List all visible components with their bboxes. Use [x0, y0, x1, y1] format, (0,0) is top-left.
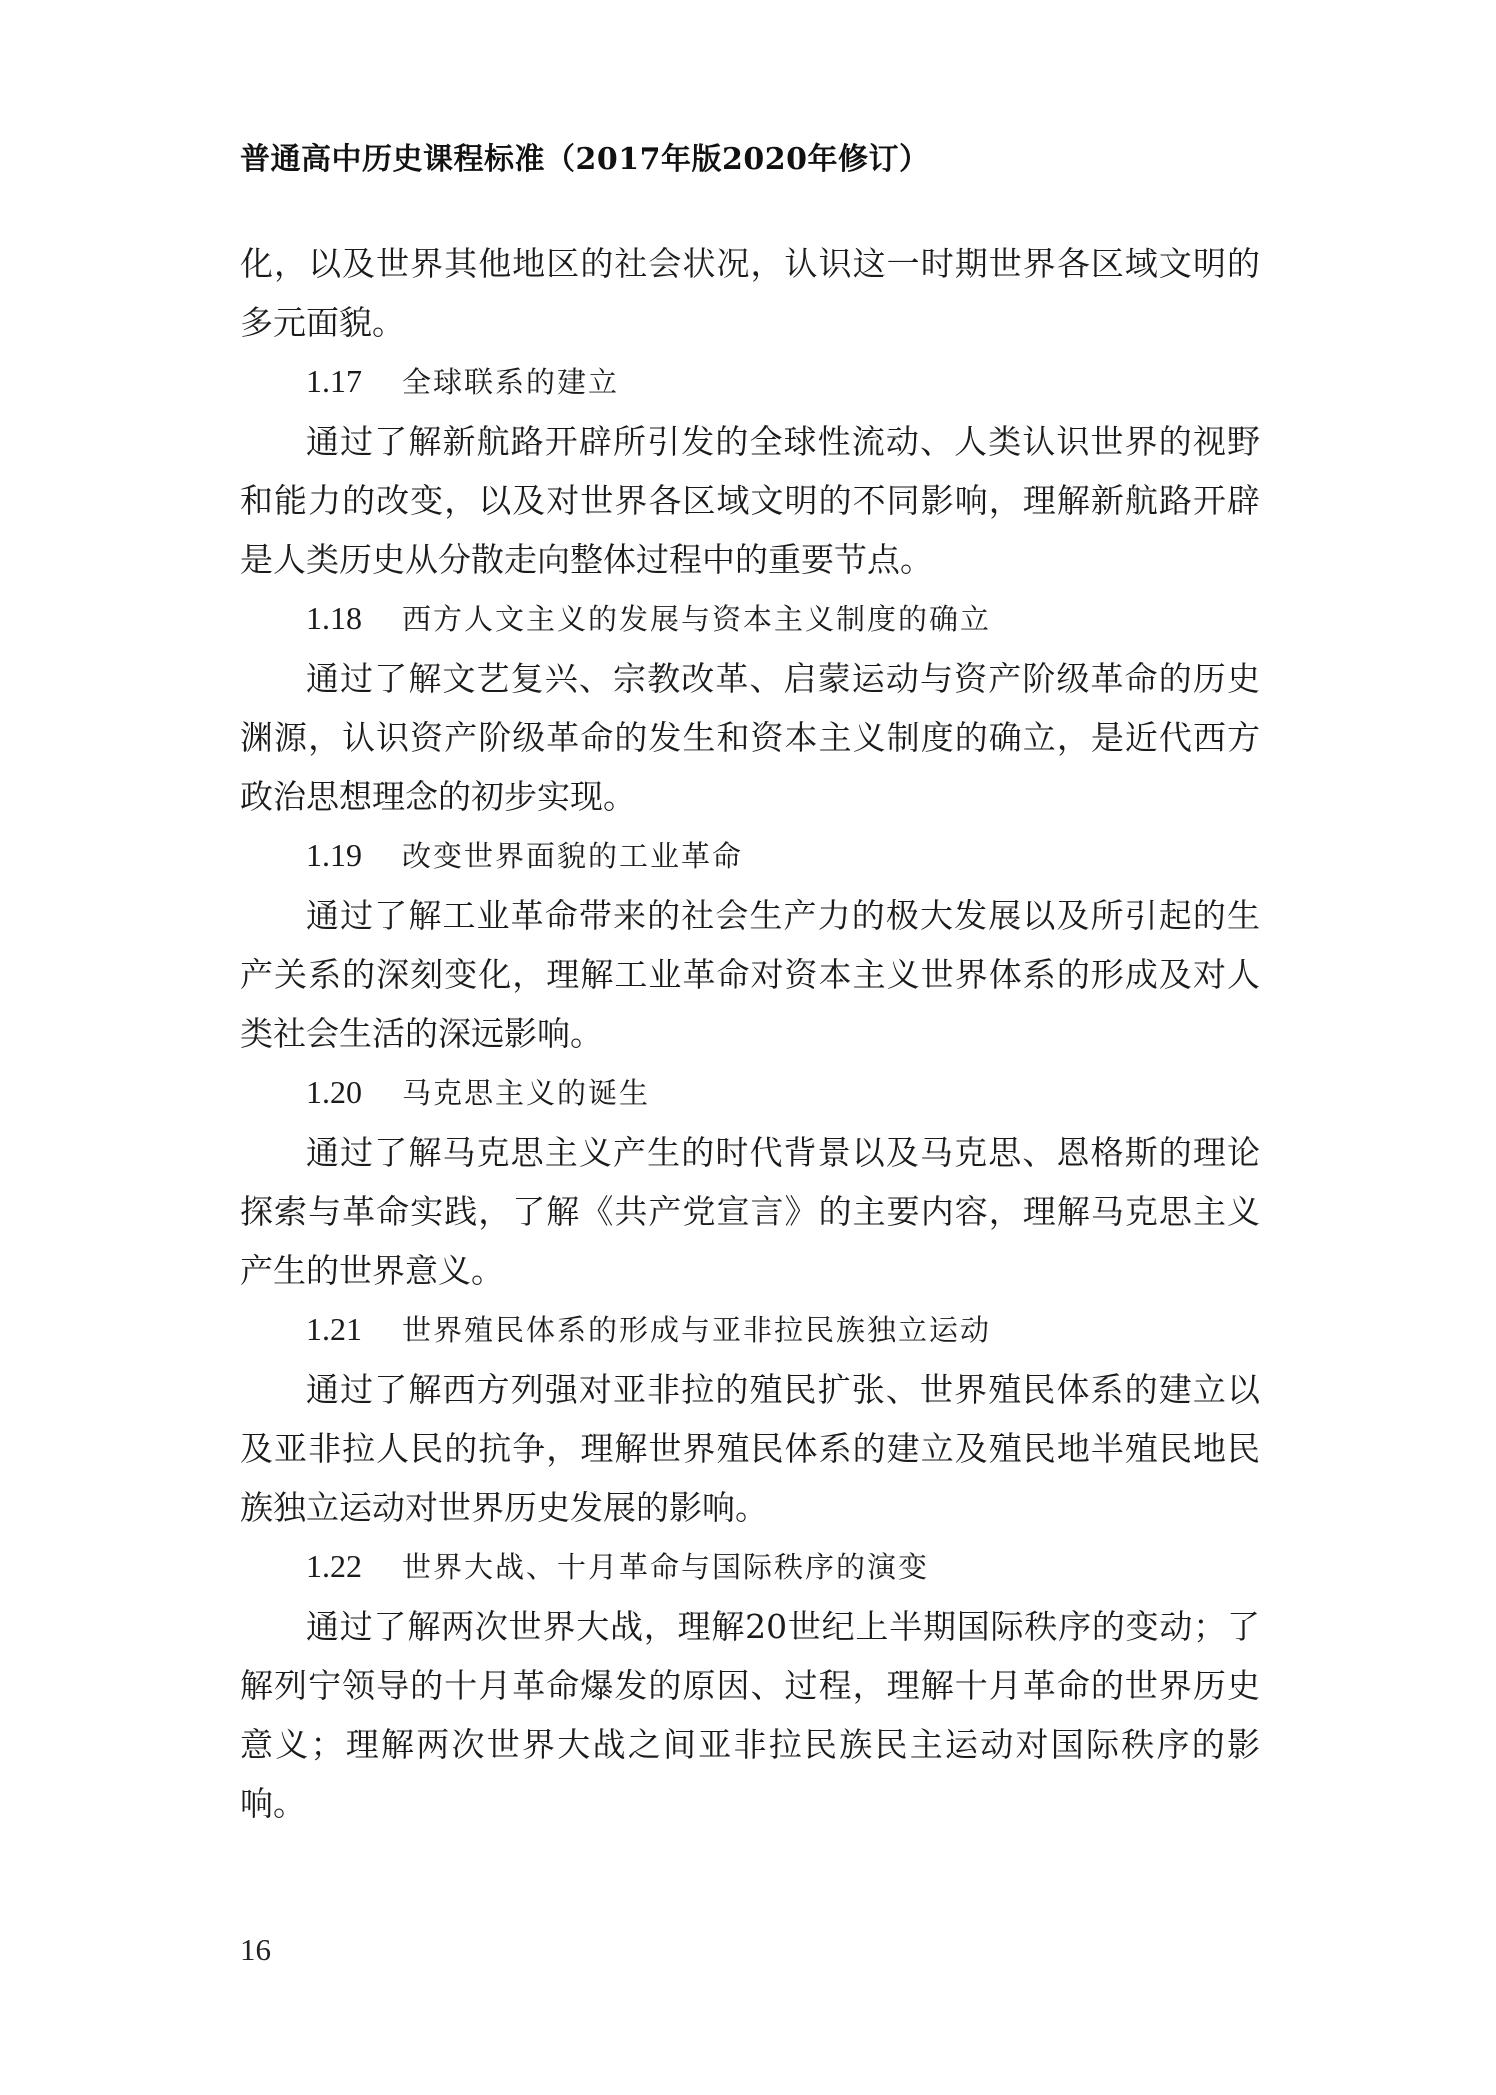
running-header: 普通高中历史课程标准（2017年版2020年修订） — [240, 142, 930, 177]
section-heading — [240, 1063, 1260, 1123]
page-content — [240, 234, 1260, 1833]
section-body: 通过了解马克思主义产生的时代背景以及马克思、恩格斯的理论探索与革命实践，了解《共产党宣言》的主要内容，理解马克思主义产生的世界意义。 — [240, 1133, 1260, 1290]
section-number: 1.17 — [306, 363, 362, 399]
intro-paragraph: 化，以及世界其他地区的社会状况，认识这一时期世界各区域文明的多元面貌。 — [240, 244, 1260, 342]
section-body: 通过了解工业革命带来的社会生产力的极大发展以及所引起的生产关系的深刻变化，理解工业革命对资本主义世界体系的形成及对人类社会生活的深远影响。 — [240, 896, 1260, 1053]
section-number: 1.20 — [306, 1074, 362, 1110]
section-1-20 — [240, 1063, 1260, 1300]
section-1-18 — [240, 589, 1260, 826]
section-title: 改变世界面貌的工业革命 — [402, 839, 744, 873]
section-1-19 — [240, 826, 1260, 1063]
page-number: 16 — [240, 1932, 271, 1967]
section-number: 1.18 — [306, 600, 362, 636]
section-body: 通过了解两次世界大战，理解20世纪上半期国际秩序的变动；了解列宁领导的十月革命爆发的原因、过程，理解十月革命的世界历史意义；理解两次世界大战之间亚非拉民族民主运动对国际秩序的影响。 — [240, 1607, 1260, 1823]
section-number: 1.21 — [306, 1311, 362, 1347]
section-heading — [240, 352, 1260, 412]
section-heading — [240, 826, 1260, 886]
section-heading — [240, 1300, 1260, 1360]
section-number: 1.19 — [306, 837, 362, 873]
section-heading — [240, 589, 1260, 649]
section-heading — [240, 1537, 1260, 1597]
section-title: 马克思主义的诞生 — [402, 1076, 651, 1110]
section-title: 全球联系的建立 — [402, 365, 620, 399]
section-body: 通过了解西方列强对亚非拉的殖民扩张、世界殖民体系的建立以及亚非拉人民的抗争，理解世界殖民体系的建立及殖民地半殖民地民族独立运动对世界历史发展的影响。 — [240, 1370, 1260, 1527]
section-body: 通过了解文艺复兴、宗教改革、启蒙运动与资产阶级革命的历史渊源，认识资产阶级革命的发生和资本主义制度的确立，是近代西方政治思想理念的初步实现。 — [240, 659, 1260, 816]
section-title: 世界殖民体系的形成与亚非拉民族独立运动 — [402, 1313, 992, 1347]
section-1-21 — [240, 1300, 1260, 1537]
section-body: 通过了解新航路开辟所引发的全球性流动、人类认识世界的视野和能力的改变，以及对世界各区域文明的不同影响，理解新航路开辟是人类历史从分散走向整体过程中的重要节点。 — [240, 422, 1260, 579]
section-title: 西方人文主义的发展与资本主义制度的确立 — [402, 602, 992, 636]
section-1-17 — [240, 352, 1260, 589]
section-title: 世界大战、十月革命与国际秩序的演变 — [402, 1550, 930, 1584]
section-1-22 — [240, 1537, 1260, 1833]
section-number: 1.22 — [306, 1548, 362, 1584]
